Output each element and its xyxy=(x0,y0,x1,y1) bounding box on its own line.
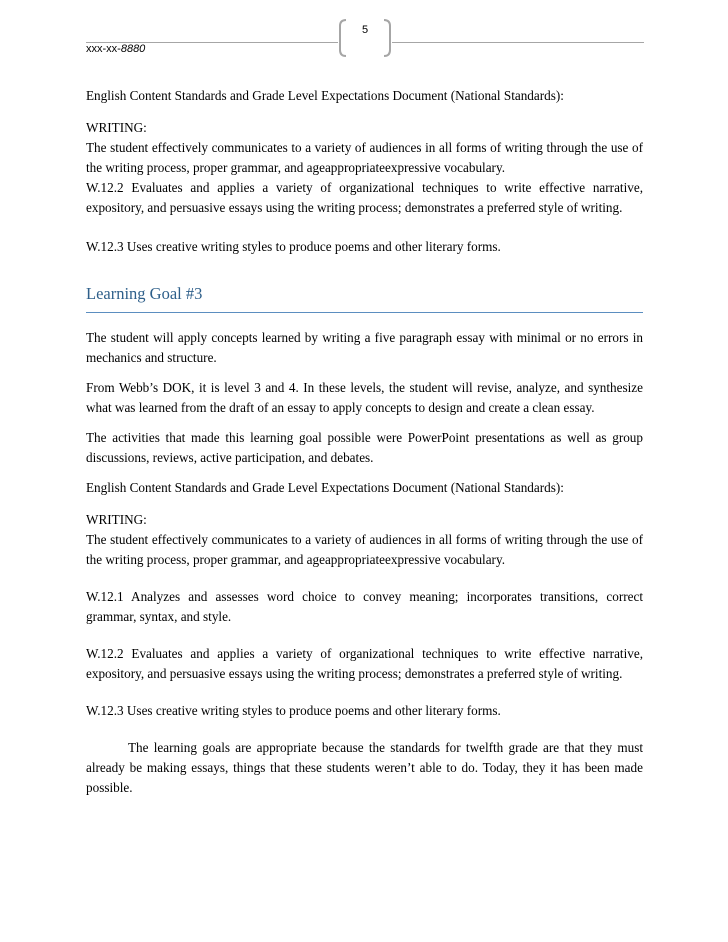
standard-w12-2-b: W.12.2 Evaluates and applies a variety of organizational techniques to write effective narrative, expository, and persuasive essays using the writing process; demonstrates a preferred style of writing. xyxy=(86,646,643,681)
writing-description-2: The student effectively communicates to a variety of audiences in all forms of writing through the use of the writing process, proper grammar, and ageappropriateexpressive vocabulary. xyxy=(86,532,643,567)
standards-title: English Content Standards and Grade Level Expectations Document (National Standards): xyxy=(86,88,564,103)
goal-paragraph-3: The activities that made this learning goal possible were PowerPoint presentations as well as group discussions, reviews, active participation, and debates. xyxy=(86,430,643,465)
page-number: 5 xyxy=(361,24,369,36)
goal-paragraph-2: From Webb’s DOK, it is level 3 and 4. In these levels, the student will revise, analyze, and synthesize what was learned from the draft of an essay to apply concepts to design and create a clean essay. xyxy=(86,380,643,415)
writing-label: WRITING: xyxy=(86,120,147,135)
closing-paragraph: The learning goals are appropriate because the standards for twelfth grade are that they must already be making essays, things that these students weren’t able to do. Today, they it has been made possible. xyxy=(86,740,643,795)
standard-w12-2: W.12.2 Evaluates and applies a variety of organizational techniques to write effective narrative, expository, and persuasive essays using the writing process; demonstrates a preferred style of writing. xyxy=(86,180,643,215)
header-rule-right xyxy=(392,42,644,43)
page-content xyxy=(86,86,643,798)
standard-w12-3-b: W.12.3 Uses creative writing styles to produce poems and other literary forms. xyxy=(86,703,501,718)
page-number-bracket xyxy=(338,18,392,58)
standard-w12-1: W.12.1 Analyzes and assesses word choice to convey meaning; incorporates transitions, correct grammar, syntax, and style. xyxy=(86,589,643,624)
learning-goal-heading: Learning Goal #3 xyxy=(86,284,203,303)
standard-w12-3: W.12.3 Uses creative writing styles to produce poems and other literary forms. xyxy=(86,239,501,254)
document-id-prefix: xxx-xx- xyxy=(86,43,121,55)
goal-paragraph-1: The student will apply concepts learned by writing a five paragraph essay with minimal or no errors in mechanics and structure. xyxy=(86,330,643,365)
standards-title-2: English Content Standards and Grade Level Expectations Document (National Standards): xyxy=(86,480,564,495)
writing-label-2: WRITING: xyxy=(86,512,147,527)
writing-description: The student effectively communicates to a variety of audiences in all forms of writing through the use of the writing process, proper grammar, and ageappropriateexpressive vocabulary. xyxy=(86,140,643,175)
document-id xyxy=(86,43,145,55)
document-id-suffix: 8880 xyxy=(120,43,146,55)
